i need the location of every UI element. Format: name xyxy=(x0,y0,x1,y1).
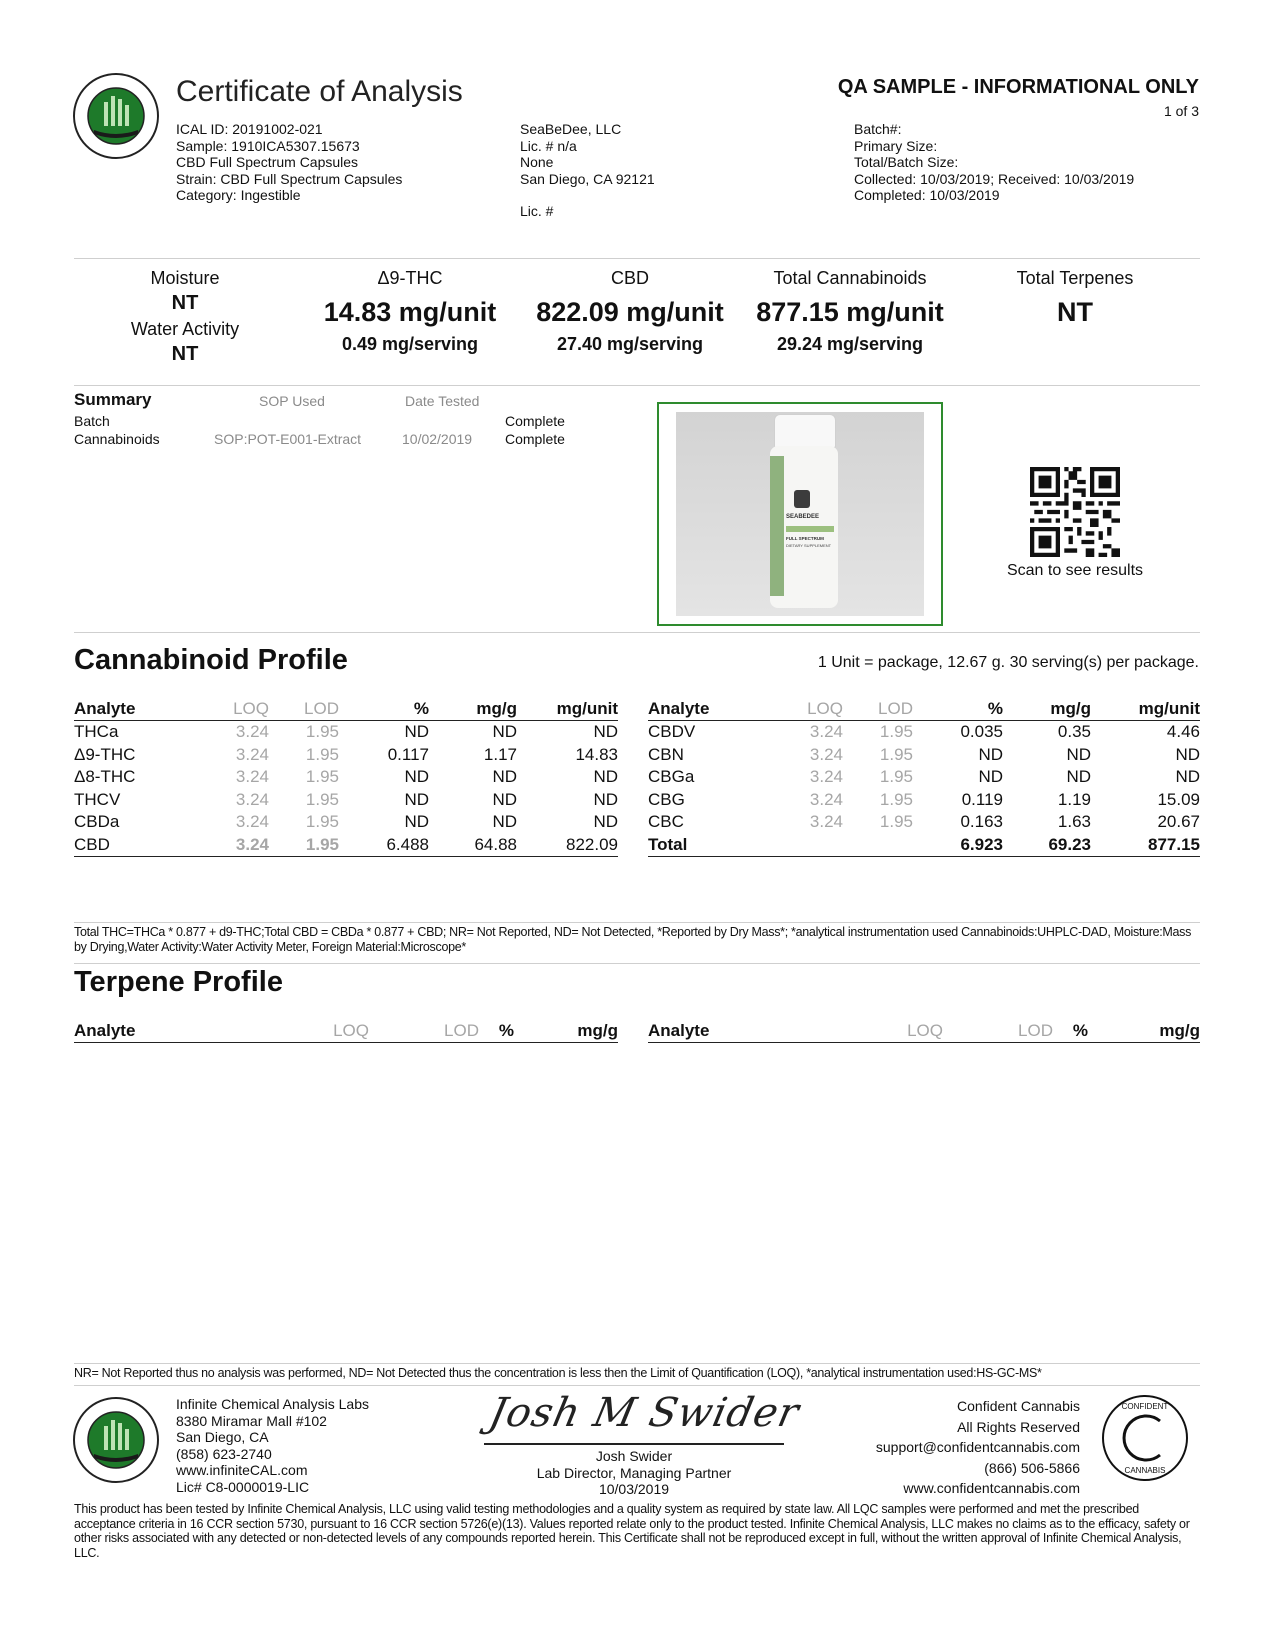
cannabinoid-profile-title: Cannabinoid Profile xyxy=(74,644,348,676)
divider xyxy=(74,385,1200,386)
signer-info: Josh Swider Lab Director, Managing Partner 10/03/2019 xyxy=(536,1448,732,1497)
product-photo xyxy=(676,412,924,616)
table-row: CBG 3.24 1.95 0.119 1.19 15.09 xyxy=(648,789,1200,809)
cannabinoid-footnote: Total THC=THCa * 0.877 + d9-THC;Total CBD = CBDa * 0.877 + CBD; NR= Not Reported, ND= Not Detected, *Reported by Dry Mass*; *analytical instrumentation used Cannabinoids:UHPLC-DAD, Moisture:Mass by Drying,Water Activity:Water Activity Meter, Foreign Material:Microscope* xyxy=(74,925,1192,954)
table-row: CBC 3.24 1.95 0.163 1.63 20.67 xyxy=(648,812,1200,832)
table-row: THCa 3.24 1.95 ND ND ND xyxy=(74,722,618,742)
summary-row-date: 10/02/2019 xyxy=(402,431,473,447)
label-stripe xyxy=(770,456,784,596)
divider xyxy=(74,1385,1200,1386)
total-row: Total 6.923 69.23 877.15 xyxy=(648,834,1200,857)
svg-text:CANNABIS: CANNABIS xyxy=(1124,1466,1166,1475)
cannabinoid-table-right xyxy=(648,698,1200,857)
table-row: CBGa 3.24 1.95 ND ND ND xyxy=(648,767,1200,787)
moisture-metric: Moisture NT Water Activity NT xyxy=(130,268,240,365)
svg-text:CONFIDENT: CONFIDENT xyxy=(1121,1402,1169,1411)
product-photo-frame xyxy=(657,402,943,626)
table-row: CBD 3.24 1.95 6.488 64.88 822.09 xyxy=(74,834,618,857)
bottle-line2: FULL SPECTRUM xyxy=(786,536,824,541)
bottle-body xyxy=(770,446,838,608)
label-band xyxy=(786,526,834,532)
table-header-row: Analyte LOQ LOD % mg/g mg/unit xyxy=(74,698,618,721)
thc-metric: Δ9-THC 14.83 mg/unit 0.49 mg/serving xyxy=(323,268,497,354)
divider xyxy=(74,632,1200,633)
table-row: Δ9-THC 3.24 1.95 0.117 1.17 14.83 xyxy=(74,744,618,764)
lab-address: Infinite Chemical Analysis Labs 8380 Miramar Mall #102 San Diego, CA (858) 623-2740 www.infiniteCAL.com Lic# C8-0000019-LIC xyxy=(176,1396,369,1495)
table-row: CBN 3.24 1.95 ND ND ND xyxy=(648,744,1200,764)
terpene-profile-title: Terpene Profile xyxy=(74,966,283,998)
divider xyxy=(74,1363,1200,1364)
table-header-row: Analyte LOQ LOD % mg/g xyxy=(648,1020,1200,1043)
table-row: THCV 3.24 1.95 ND ND ND xyxy=(74,789,618,809)
summary-row-status: Complete xyxy=(505,431,565,447)
table-row: CBDV 3.24 1.95 0.035 0.35 4.46 xyxy=(648,722,1200,742)
summary-sop-header: SOP Used xyxy=(259,393,325,409)
qa-label: QA SAMPLE - INFORMATIONAL ONLY xyxy=(837,76,1199,98)
divider xyxy=(74,258,1200,259)
confident-cannabis-seal-icon xyxy=(1100,1393,1190,1483)
terpene-footnote: NR= Not Reported thus no analysis was performed, ND= Not Detected thus the concentration is less then the Limit of Quantification (LOQ), *analytical instrumentation used:HS-GC-MS* xyxy=(74,1366,1042,1380)
terpene-table-right xyxy=(648,1020,1200,1043)
table-header-row: Analyte LOQ LOD % mg/g xyxy=(74,1020,618,1043)
total-terpenes-metric: Total Terpenes NT xyxy=(1016,268,1134,327)
divider xyxy=(74,963,1200,964)
qr-caption: Scan to see results xyxy=(1006,562,1144,579)
client-info: SeaBeDee, LLC Lic. # n/a None San Diego, CA 92121 Lic. # xyxy=(520,121,655,219)
table-row: CBDa 3.24 1.95 ND ND ND xyxy=(74,812,618,832)
brand-mark-icon xyxy=(794,490,810,508)
cbd-metric: CBD 822.09 mg/unit 27.40 mg/serving xyxy=(536,268,724,354)
signature: Josh M Swider xyxy=(485,1390,804,1436)
table-header-row: Analyte LOQ LOD % mg/g mg/unit xyxy=(648,698,1200,721)
summary-row-sop: SOP:POT-E001-Extract xyxy=(214,431,362,447)
batch-info: Batch#: Primary Size: Total/Batch Size: Collected: 10/03/2019; Received: 10/03/2019 Completed: 10/03/2019 xyxy=(854,121,1135,203)
bottle-cap xyxy=(774,414,836,448)
table-row: Δ8-THC 3.24 1.95 ND ND ND xyxy=(74,767,618,787)
lab-logo xyxy=(72,72,160,160)
summary-title: Summary xyxy=(74,390,152,409)
bottle-brand: SEABEDEE xyxy=(786,514,820,520)
summary-row-name: Cannabinoids xyxy=(74,431,160,447)
cc-info: Confident Cannabis All Rights Reserved support@confidentcannabis.com (866) 506-5866 www.confidentcannabis.com xyxy=(875,1398,1080,1496)
terpene-table-left xyxy=(74,1020,618,1043)
unit-note: 1 Unit = package, 12.67 g. 30 serving(s) per package. xyxy=(817,654,1199,671)
total-cannabinoids-metric: Total Cannabinoids 877.15 mg/unit 29.24 mg/serving xyxy=(756,268,944,354)
sample-info: ICAL ID: 20191002-021 Sample: 1910ICA5307.15673 CBD Full Spectrum Capsules Strain: CBD Full Spectrum Capsules Category: Ingestible xyxy=(176,121,403,203)
page-number: 1 of 3 xyxy=(1163,103,1199,119)
cannabinoid-table-left xyxy=(74,698,618,857)
qr-code-icon[interactable] xyxy=(1030,467,1120,557)
summary-row-status: Complete xyxy=(505,413,565,429)
summary-date-header: Date Tested xyxy=(405,393,480,409)
document-title: Certificate of Analysis xyxy=(176,75,463,108)
signature-line xyxy=(484,1443,784,1445)
lab-logo xyxy=(72,1396,160,1484)
disclaimer: This product has been tested by Infinite Chemical Analysis, LLC using valid testing methodologies and a quality system as required by state law. All LQC samples were performed and met the prescribed acceptance criteria in 16 CCR section 5730, pursuant to 16 CCR section 5726(e)(13). Values reported relate only to the product tested. Infinite Chemical Analysis, LLC makes no claims as to the efficacy, safety or other risks associated with any detected or non-detected levels of any compounds reported herein. This Certificate shall not be reproduced except in full, without the written approval of Infinite Chemical Analysis, LLC. xyxy=(74,1502,1190,1560)
bottle-line3: DIETARY SUPPLEMENT xyxy=(786,543,832,548)
summary-row-name: Batch xyxy=(74,413,110,429)
divider xyxy=(74,922,1200,923)
